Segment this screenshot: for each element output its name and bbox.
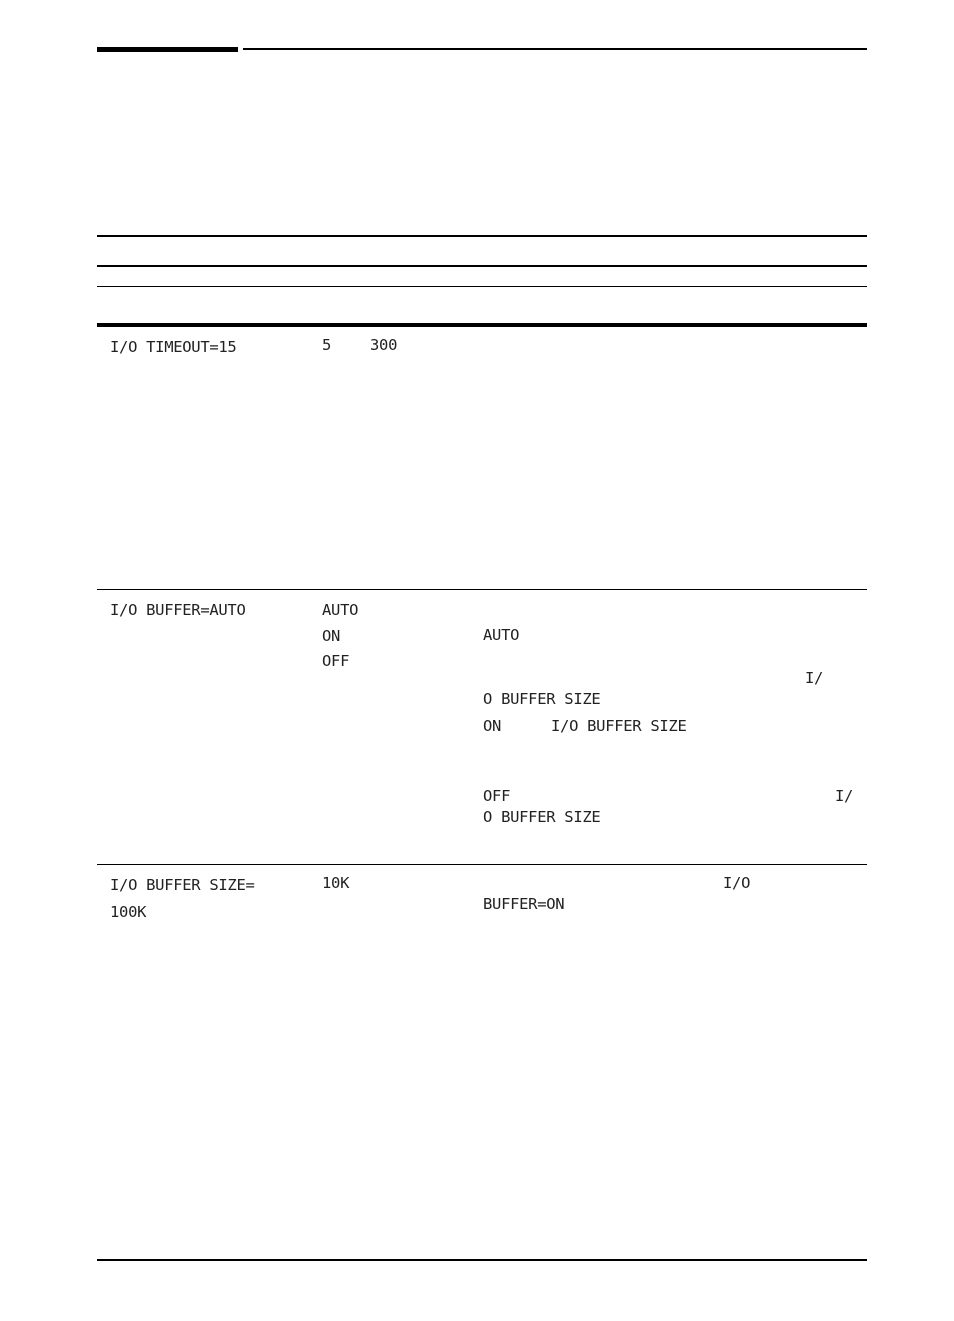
row-item: I/O TIMEOUT=15 — [110, 338, 237, 356]
row-value-min: 5 — [322, 336, 332, 354]
explanation-text: I/O — [723, 874, 751, 892]
explanation-text: ON — [483, 717, 502, 735]
footer-rule — [97, 1259, 867, 1261]
explanation-text: I/ — [835, 787, 854, 805]
table-header-rule-2 — [97, 286, 867, 287]
row-divider — [97, 864, 867, 865]
header-rule-thin — [243, 48, 867, 50]
explanation-text: O BUFFER SIZE — [483, 690, 601, 708]
row-divider — [97, 589, 867, 590]
explanation-text: I/O BUFFER SIZE — [551, 717, 687, 735]
explanation-text: I/ — [805, 669, 824, 687]
explanation-text: OFF — [483, 787, 511, 805]
explanation-text: O BUFFER SIZE — [483, 808, 601, 826]
row-value-off: OFF — [322, 652, 350, 670]
row-value-on: ON — [322, 627, 341, 645]
row-value-max: 300 — [370, 336, 398, 354]
explanation-text: BUFFER=ON — [483, 895, 565, 913]
row-item: I/O BUFFER SIZE= — [110, 876, 255, 894]
table-header-rule-1 — [97, 265, 867, 267]
header-rule-thick — [97, 47, 238, 52]
table-header-rule-thick — [97, 323, 867, 327]
table-top-rule — [97, 235, 867, 237]
row-item-continued: 100K — [110, 903, 147, 921]
row-value-auto: AUTO — [322, 601, 359, 619]
explanation-text: AUTO — [483, 626, 520, 644]
row-item: I/O BUFFER=AUTO — [110, 601, 246, 619]
row-value-min: 10K — [322, 874, 350, 892]
